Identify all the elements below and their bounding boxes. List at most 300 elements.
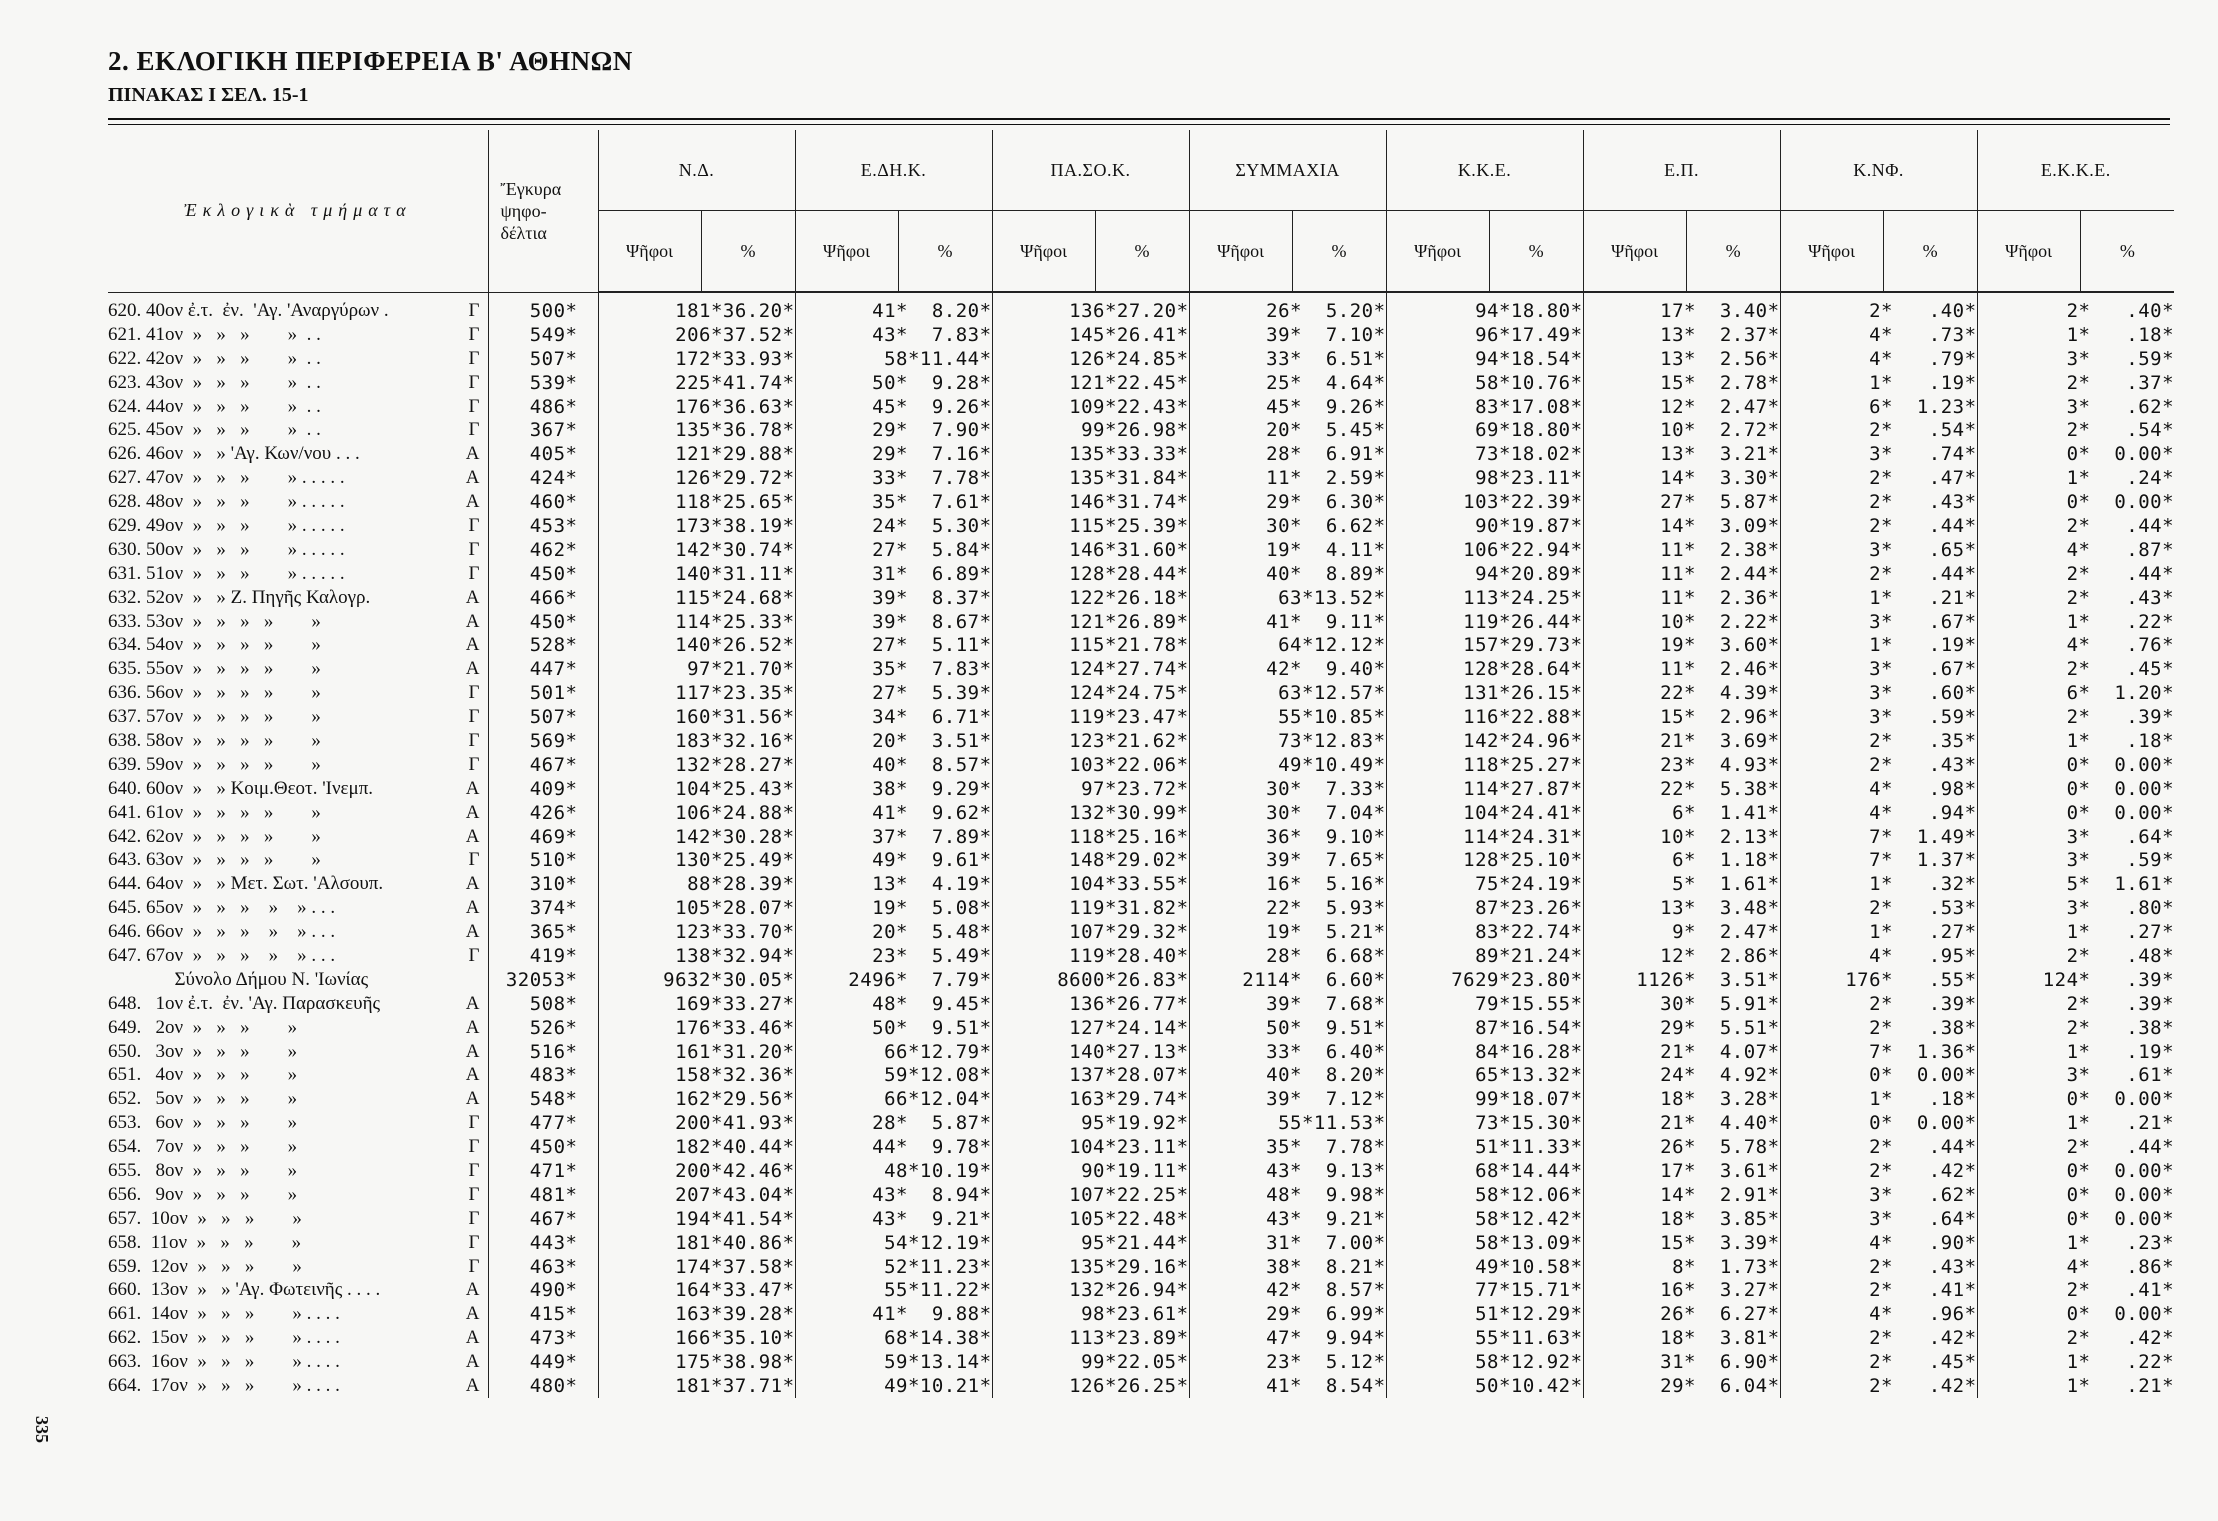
party-result-cell: 4* .90* bbox=[1780, 1231, 1977, 1255]
party-result-cell: 9632*30.05* bbox=[598, 968, 795, 992]
votes-subheader: Ψῆφοι bbox=[598, 211, 701, 293]
party-result-cell: 27* 5.39* bbox=[795, 681, 992, 705]
party-result-cell: 2* .38* bbox=[1780, 1016, 1977, 1040]
party-result-cell: 164*33.47* bbox=[598, 1279, 795, 1303]
party-result-cell: 58*13.09* bbox=[1386, 1231, 1583, 1255]
party-result-cell: 118*25.27* bbox=[1386, 753, 1583, 777]
party-result-cell: 181*37.71* bbox=[598, 1374, 795, 1398]
party-result-cell: 104*24.41* bbox=[1386, 801, 1583, 825]
section-type: Γ bbox=[468, 562, 480, 584]
party-result-cell: 97*21.70* bbox=[598, 657, 795, 681]
party-result-cell: 50* 9.51* bbox=[1189, 1016, 1386, 1040]
section-label: Α 662. 15ον » » » » . . . . bbox=[108, 1326, 488, 1350]
party-result-cell: 2* .42* bbox=[1780, 1374, 1977, 1398]
table-row bbox=[108, 1302, 2174, 1326]
table-row bbox=[108, 1016, 2174, 1040]
table-row bbox=[108, 992, 2174, 1016]
valid-ballots-cell: 467* bbox=[488, 753, 598, 777]
valid-ballots-cell: 450* bbox=[488, 610, 598, 634]
party-result-cell: 3* .59* bbox=[1780, 705, 1977, 729]
percent-subheader: % bbox=[1292, 211, 1386, 293]
table-row bbox=[108, 1255, 2174, 1279]
party-result-cell: 87*23.26* bbox=[1386, 896, 1583, 920]
party-header-ep: Ε.Π. bbox=[1583, 130, 1780, 211]
percent-subheader: % bbox=[701, 211, 795, 293]
party-result-cell: 41* 8.54* bbox=[1189, 1374, 1386, 1398]
party-result-cell: 2* .43* bbox=[1780, 1255, 1977, 1279]
section-label: Γ 620. 40ον ἐ.τ. ἐν. 'Αγ. 'Αναργύρων . bbox=[108, 292, 488, 323]
party-result-cell: 128*25.10* bbox=[1386, 848, 1583, 872]
votes-subheader: Ψῆφοι bbox=[1386, 211, 1489, 293]
party-result-cell: 65*13.32* bbox=[1386, 1064, 1583, 1088]
party-result-cell: 28* 5.87* bbox=[795, 1111, 992, 1135]
party-result-cell: 14* 3.30* bbox=[1583, 466, 1780, 490]
party-result-cell: 11* 2.46* bbox=[1583, 657, 1780, 681]
party-result-cell: 9* 2.47* bbox=[1583, 920, 1780, 944]
party-result-cell: 44* 9.78* bbox=[795, 1135, 992, 1159]
party-result-cell: 124*27.74* bbox=[992, 657, 1189, 681]
party-result-cell: 10* 2.22* bbox=[1583, 610, 1780, 634]
party-result-cell: 2* .38* bbox=[1977, 1016, 2174, 1040]
sections-header: Ἐκλογικὰ τμήματα bbox=[108, 130, 488, 292]
party-result-cell: 24* 5.30* bbox=[795, 514, 992, 538]
party-result-cell: 43* 8.94* bbox=[795, 1183, 992, 1207]
party-result-cell: 4* .79* bbox=[1780, 347, 1977, 371]
party-result-cell: 27* 5.87* bbox=[1583, 490, 1780, 514]
party-result-cell: 59*13.14* bbox=[795, 1350, 992, 1374]
party-result-cell: 1126* 3.51* bbox=[1583, 968, 1780, 992]
section-type: Γ bbox=[468, 323, 480, 345]
valid-ballots-cell: 426* bbox=[488, 801, 598, 825]
party-result-cell: 21* 4.40* bbox=[1583, 1111, 1780, 1135]
table-row bbox=[108, 753, 2174, 777]
party-result-cell: 113*24.25* bbox=[1386, 586, 1583, 610]
party-result-cell: 121*26.89* bbox=[992, 610, 1189, 634]
party-result-cell: 29* 6.30* bbox=[1189, 490, 1386, 514]
section-type: Γ bbox=[468, 371, 480, 393]
party-result-cell: 131*26.15* bbox=[1386, 681, 1583, 705]
section-label: Α 640. 60ον » » Κοιμ.Θεοτ. 'Ινεμπ. bbox=[108, 777, 488, 801]
party-result-cell: 19* 4.11* bbox=[1189, 538, 1386, 562]
party-result-cell: 15* 3.39* bbox=[1583, 1231, 1780, 1255]
party-result-cell: 182*40.44* bbox=[598, 1135, 795, 1159]
party-result-cell: 51*11.33* bbox=[1386, 1135, 1583, 1159]
party-result-cell: 2* .35* bbox=[1780, 729, 1977, 753]
party-result-cell: 23* 5.49* bbox=[795, 944, 992, 968]
table-row bbox=[108, 395, 2174, 419]
party-result-cell: 0* 0.00* bbox=[1977, 1183, 2174, 1207]
party-result-cell: 105*28.07* bbox=[598, 896, 795, 920]
party-result-cell: 31* 6.89* bbox=[795, 562, 992, 586]
section-type: Α bbox=[465, 467, 480, 489]
party-result-cell: 30* 7.04* bbox=[1189, 801, 1386, 825]
party-result-cell: 106*22.94* bbox=[1386, 538, 1583, 562]
party-result-cell: 115*24.68* bbox=[598, 586, 795, 610]
section-type: Γ bbox=[468, 944, 480, 966]
section-label: Α 633. 53ον » » » » » bbox=[108, 610, 488, 634]
section-type: Α bbox=[465, 921, 480, 943]
party-result-cell: 104*23.11* bbox=[992, 1135, 1189, 1159]
party-result-cell: 68*14.38* bbox=[795, 1326, 992, 1350]
party-result-cell: 55*11.22* bbox=[795, 1279, 992, 1303]
party-result-cell: 89*21.24* bbox=[1386, 944, 1583, 968]
party-result-cell: 146*31.60* bbox=[992, 538, 1189, 562]
party-result-cell: 2* .41* bbox=[1977, 1279, 2174, 1303]
table-row bbox=[108, 1279, 2174, 1303]
party-result-cell: 2* .39* bbox=[1977, 992, 2174, 1016]
party-result-cell: 20* 5.48* bbox=[795, 920, 992, 944]
valid-ballots-cell: 32053* bbox=[488, 968, 598, 992]
party-result-cell: 3* .67* bbox=[1780, 610, 1977, 634]
section-type: Α bbox=[465, 586, 480, 608]
section-label: Γ 630. 50ον » » » » . . . . . bbox=[108, 538, 488, 562]
party-header-knf: Κ.ΝΦ. bbox=[1780, 130, 1977, 211]
valid-ballots-cell: 483* bbox=[488, 1064, 598, 1088]
party-result-cell: 136*26.77* bbox=[992, 992, 1189, 1016]
party-result-cell: 135*33.33* bbox=[992, 442, 1189, 466]
party-result-cell: 1* .27* bbox=[1780, 920, 1977, 944]
party-result-cell: 1* .21* bbox=[1977, 1111, 2174, 1135]
table-row bbox=[108, 1135, 2174, 1159]
percent-subheader: % bbox=[2080, 211, 2174, 293]
party-result-cell: 37* 7.89* bbox=[795, 825, 992, 849]
valid-ballots-cell: 419* bbox=[488, 944, 598, 968]
party-result-cell: 25* 4.64* bbox=[1189, 371, 1386, 395]
party-result-cell: 2* .39* bbox=[1977, 705, 2174, 729]
party-result-cell: 127*24.14* bbox=[992, 1016, 1189, 1040]
section-type: Α bbox=[465, 1303, 480, 1325]
section-type: Α bbox=[465, 1040, 480, 1062]
party-result-cell: 88*28.39* bbox=[598, 872, 795, 896]
valid-ballots-cell: 528* bbox=[488, 633, 598, 657]
table-row bbox=[108, 1183, 2174, 1207]
table-row bbox=[108, 825, 2174, 849]
header-rule-thin bbox=[108, 124, 2170, 125]
party-result-cell: 0* 0.00* bbox=[1780, 1064, 1977, 1088]
section-type: Γ bbox=[468, 1231, 480, 1253]
party-result-cell: 121*22.45* bbox=[992, 371, 1189, 395]
table-row bbox=[108, 1064, 2174, 1088]
page-number: 335 bbox=[32, 1416, 52, 1443]
section-type: Γ bbox=[468, 1136, 480, 1158]
votes-subheader: Ψῆφοι bbox=[992, 211, 1095, 293]
party-result-cell: 142*24.96* bbox=[1386, 729, 1583, 753]
party-result-cell: 140*26.52* bbox=[598, 633, 795, 657]
party-result-cell: 34* 6.71* bbox=[795, 705, 992, 729]
party-result-cell: 7* 1.49* bbox=[1780, 825, 1977, 849]
party-result-cell: 69*18.80* bbox=[1386, 418, 1583, 442]
party-result-cell: 1* .21* bbox=[1977, 1374, 2174, 1398]
party-result-cell: 63*13.52* bbox=[1189, 586, 1386, 610]
party-result-cell: 18* 3.85* bbox=[1583, 1207, 1780, 1231]
section-type: Γ bbox=[468, 1183, 480, 1205]
section-type: Α bbox=[465, 897, 480, 919]
results-table bbox=[108, 130, 2174, 1398]
section-type: Γ bbox=[468, 395, 480, 417]
party-result-cell: 8600*26.83* bbox=[992, 968, 1189, 992]
valid-ballots-cell: 507* bbox=[488, 347, 598, 371]
party-result-cell: 73*18.02* bbox=[1386, 442, 1583, 466]
party-result-cell: 13* 3.48* bbox=[1583, 896, 1780, 920]
section-type: Γ bbox=[468, 538, 480, 560]
party-result-cell: 52*11.23* bbox=[795, 1255, 992, 1279]
party-result-cell: 98*23.61* bbox=[992, 1302, 1189, 1326]
party-result-cell: 77*15.71* bbox=[1386, 1279, 1583, 1303]
party-result-cell: 51*12.29* bbox=[1386, 1302, 1583, 1326]
party-result-cell: 2* .44* bbox=[1780, 514, 1977, 538]
table-row bbox=[108, 705, 2174, 729]
party-result-cell: 10* 2.72* bbox=[1583, 418, 1780, 442]
party-result-cell: 174*37.58* bbox=[598, 1255, 795, 1279]
party-result-cell: 114*27.87* bbox=[1386, 777, 1583, 801]
party-result-cell: 124* .39* bbox=[1977, 968, 2174, 992]
party-result-cell: 104*25.43* bbox=[598, 777, 795, 801]
party-result-cell: 107*22.25* bbox=[992, 1183, 1189, 1207]
page-title: 2. ΕΚΛΟΓΙΚΗ ΠΕΡΙΦΕΡΕΙΑ Β' ΑΘΗΝΩΝ bbox=[108, 46, 633, 76]
party-result-cell: 3* .67* bbox=[1780, 657, 1977, 681]
section-type: Α bbox=[465, 491, 480, 513]
section-type: Γ bbox=[468, 706, 480, 728]
section-type: Α bbox=[465, 825, 480, 847]
party-result-cell: 173*38.19* bbox=[598, 514, 795, 538]
section-type: Α bbox=[465, 1016, 480, 1038]
valid-ballots-cell: 450* bbox=[488, 1135, 598, 1159]
party-result-cell: 99*22.05* bbox=[992, 1350, 1189, 1374]
table-row bbox=[108, 920, 2174, 944]
party-result-cell: 26* 5.78* bbox=[1583, 1135, 1780, 1159]
party-result-cell: 181*36.20* bbox=[598, 292, 795, 323]
party-result-cell: 140*27.13* bbox=[992, 1040, 1189, 1064]
party-result-cell: 2* .43* bbox=[1780, 753, 1977, 777]
party-result-cell: 21* 3.69* bbox=[1583, 729, 1780, 753]
party-result-cell: 55*10.85* bbox=[1189, 705, 1386, 729]
party-result-cell: 0* 0.00* bbox=[1977, 777, 2174, 801]
valid-ballots-cell: 473* bbox=[488, 1326, 598, 1350]
party-result-cell: 135*29.16* bbox=[992, 1255, 1189, 1279]
table-row bbox=[108, 944, 2174, 968]
party-result-cell: 3* .80* bbox=[1977, 896, 2174, 920]
party-result-cell: 18* 3.81* bbox=[1583, 1326, 1780, 1350]
table-row bbox=[108, 657, 2174, 681]
party-result-cell: 11* 2.44* bbox=[1583, 562, 1780, 586]
party-result-cell: 1* .23* bbox=[1977, 1231, 2174, 1255]
party-result-cell: 20* 5.45* bbox=[1189, 418, 1386, 442]
party-result-cell: 2* .42* bbox=[1780, 1159, 1977, 1183]
party-result-cell: 29* 6.99* bbox=[1189, 1302, 1386, 1326]
table-row bbox=[108, 538, 2174, 562]
party-result-cell: 145*26.41* bbox=[992, 323, 1189, 347]
party-result-cell: 79*15.55* bbox=[1386, 992, 1583, 1016]
party-result-cell: 29* 7.16* bbox=[795, 442, 992, 466]
section-label: Α 650. 3ον » » » » bbox=[108, 1040, 488, 1064]
table-row bbox=[108, 610, 2174, 634]
party-result-cell: 38* 8.21* bbox=[1189, 1255, 1386, 1279]
party-result-cell: 119*28.40* bbox=[992, 944, 1189, 968]
table-row bbox=[108, 1231, 2174, 1255]
party-result-cell: 59*12.08* bbox=[795, 1064, 992, 1088]
party-result-cell: 13* 2.56* bbox=[1583, 347, 1780, 371]
party-result-cell: 10* 2.13* bbox=[1583, 825, 1780, 849]
party-result-cell: 115*25.39* bbox=[992, 514, 1189, 538]
party-result-cell: 2* .42* bbox=[1780, 1326, 1977, 1350]
party-result-cell: 1* .18* bbox=[1977, 323, 2174, 347]
table-row bbox=[108, 292, 2174, 323]
party-result-cell: 4* .76* bbox=[1977, 633, 2174, 657]
valid-ballots-cell: 449* bbox=[488, 1350, 598, 1374]
section-label: Γ 653. 6ον » » » » bbox=[108, 1111, 488, 1135]
section-type: Γ bbox=[468, 753, 480, 775]
valid-ballots-cell: 443* bbox=[488, 1231, 598, 1255]
party-result-cell: 128*28.64* bbox=[1386, 657, 1583, 681]
party-result-cell: 2* .44* bbox=[1780, 1135, 1977, 1159]
party-result-cell: 27* 5.84* bbox=[795, 538, 992, 562]
party-result-cell: 122*26.18* bbox=[992, 586, 1189, 610]
party-result-cell: 172*33.93* bbox=[598, 347, 795, 371]
party-result-cell: 5* 1.61* bbox=[1977, 872, 2174, 896]
party-result-cell: 55*11.63* bbox=[1386, 1326, 1583, 1350]
party-result-cell: 2* .44* bbox=[1977, 1135, 2174, 1159]
party-result-cell: 2* .37* bbox=[1977, 371, 2174, 395]
party-result-cell: 1* .22* bbox=[1977, 1350, 2174, 1374]
party-result-cell: 2114* 6.60* bbox=[1189, 968, 1386, 992]
party-result-cell: 14* 2.91* bbox=[1583, 1183, 1780, 1207]
section-label: Σύνολο Δήμου Ν. 'Ιωνίας bbox=[108, 968, 369, 990]
party-result-cell: 40* 8.20* bbox=[1189, 1064, 1386, 1088]
party-result-cell: 96*17.49* bbox=[1386, 323, 1583, 347]
party-result-cell: 68*14.44* bbox=[1386, 1159, 1583, 1183]
party-result-cell: 123*33.70* bbox=[598, 920, 795, 944]
party-result-cell: 137*28.07* bbox=[992, 1064, 1189, 1088]
party-result-cell: 28* 6.68* bbox=[1189, 944, 1386, 968]
table-row bbox=[108, 681, 2174, 705]
party-result-cell: 0* 0.00* bbox=[1780, 1111, 1977, 1135]
party-result-cell: 14* 3.09* bbox=[1583, 514, 1780, 538]
party-result-cell: 0* 0.00* bbox=[1977, 753, 2174, 777]
table-row bbox=[108, 418, 2174, 442]
party-result-cell: 1* .19* bbox=[1780, 633, 1977, 657]
party-result-cell: 3* .65* bbox=[1780, 538, 1977, 562]
party-result-cell: 166*35.10* bbox=[598, 1326, 795, 1350]
party-result-cell: 23* 4.93* bbox=[1583, 753, 1780, 777]
valid-ballots-cell: 486* bbox=[488, 395, 598, 419]
party-result-cell: 118*25.16* bbox=[992, 825, 1189, 849]
party-result-cell: 39* 8.67* bbox=[795, 610, 992, 634]
party-result-cell: 207*43.04* bbox=[598, 1183, 795, 1207]
party-result-cell: 136*27.20* bbox=[992, 292, 1189, 323]
section-type: Α bbox=[465, 658, 480, 680]
valid-ballots-cell: 310* bbox=[488, 872, 598, 896]
section-type: Α bbox=[465, 443, 480, 465]
party-result-cell: 58*10.76* bbox=[1386, 371, 1583, 395]
table-row bbox=[108, 1207, 2174, 1231]
party-result-cell: 132*30.99* bbox=[992, 801, 1189, 825]
party-result-cell: 160*31.56* bbox=[598, 705, 795, 729]
party-result-cell: 43* 9.13* bbox=[1189, 1159, 1386, 1183]
party-result-cell: 2* .54* bbox=[1977, 418, 2174, 442]
party-result-cell: 39* 7.68* bbox=[1189, 992, 1386, 1016]
party-result-cell: 135*36.78* bbox=[598, 418, 795, 442]
valid-ballots-cell: 548* bbox=[488, 1087, 598, 1111]
section-type: Γ bbox=[468, 682, 480, 704]
party-result-cell: 95*19.92* bbox=[992, 1111, 1189, 1135]
party-result-cell: 2* .48* bbox=[1977, 944, 2174, 968]
party-result-cell: 41* 9.62* bbox=[795, 801, 992, 825]
section-label: Γ 657. 10ον » » » » bbox=[108, 1207, 488, 1231]
party-result-cell: 90*19.11* bbox=[992, 1159, 1189, 1183]
party-result-cell: 1* .22* bbox=[1977, 610, 2174, 634]
party-result-cell: 3* .74* bbox=[1780, 442, 1977, 466]
party-result-cell: 2* .54* bbox=[1780, 418, 1977, 442]
section-type: Γ bbox=[468, 849, 480, 871]
party-result-cell: 126*24.85* bbox=[992, 347, 1189, 371]
party-result-cell: 12* 2.47* bbox=[1583, 395, 1780, 419]
party-result-cell: 15* 2.96* bbox=[1583, 705, 1780, 729]
valid-ballots-cell: 477* bbox=[488, 1111, 598, 1135]
party-result-cell: 97*23.72* bbox=[992, 777, 1189, 801]
section-label: Α 628. 48ον » » » » . . . . . bbox=[108, 490, 488, 514]
party-result-cell: 183*32.16* bbox=[598, 729, 795, 753]
valid-ballots-cell: 569* bbox=[488, 729, 598, 753]
party-result-cell: 0* 0.00* bbox=[1977, 1159, 2174, 1183]
party-result-cell: 194*41.54* bbox=[598, 1207, 795, 1231]
section-label: Γ 659. 12ον » » » » bbox=[108, 1255, 488, 1279]
section-label: Α 661. 14ον » » » » . . . . bbox=[108, 1302, 488, 1326]
table-row bbox=[108, 1159, 2174, 1183]
section-label: Γ 621. 41ον » » » » . . bbox=[108, 323, 488, 347]
party-result-cell: 64*12.12* bbox=[1189, 633, 1386, 657]
valid-ballots-cell: 365* bbox=[488, 920, 598, 944]
party-result-cell: 175*38.98* bbox=[598, 1350, 795, 1374]
party-result-cell: 126*26.25* bbox=[992, 1374, 1189, 1398]
party-result-cell: 99*26.98* bbox=[992, 418, 1189, 442]
votes-subheader: Ψῆφοι bbox=[1977, 211, 2080, 293]
party-result-cell: 2* .39* bbox=[1780, 992, 1977, 1016]
valid-ballots-cell: 516* bbox=[488, 1040, 598, 1064]
party-result-cell: 3* .59* bbox=[1977, 848, 2174, 872]
party-result-cell: 66*12.79* bbox=[795, 1040, 992, 1064]
party-result-cell: 2* .53* bbox=[1780, 896, 1977, 920]
section-label: Α 644. 64ον » » Μετ. Σωτ. 'Αλσουπ. bbox=[108, 872, 488, 896]
party-result-cell: 119*31.82* bbox=[992, 896, 1189, 920]
table-row bbox=[108, 466, 2174, 490]
valid-ballots-cell: 463* bbox=[488, 1255, 598, 1279]
party-result-cell: 0* 0.00* bbox=[1977, 490, 2174, 514]
section-type: Α bbox=[465, 1351, 480, 1373]
party-result-cell: 58*11.44* bbox=[795, 347, 992, 371]
party-result-cell: 1* .19* bbox=[1977, 1040, 2174, 1064]
party-result-cell: 41* 9.11* bbox=[1189, 610, 1386, 634]
party-result-cell: 4* .95* bbox=[1780, 944, 1977, 968]
section-label: Γ 624. 44ον » » » » . . bbox=[108, 395, 488, 419]
percent-subheader: % bbox=[1883, 211, 1977, 293]
party-result-cell: 50* 9.28* bbox=[795, 371, 992, 395]
section-label: Α 663. 16ον » » » » . . . . bbox=[108, 1350, 488, 1374]
header-rule bbox=[108, 118, 2170, 120]
section-label: Γ 623. 43ον » » » » . . bbox=[108, 371, 488, 395]
party-result-cell: 41* 8.20* bbox=[795, 292, 992, 323]
valid-ballots-cell: 508* bbox=[488, 992, 598, 1016]
valid-ballots-cell: 471* bbox=[488, 1159, 598, 1183]
party-result-cell: 55*11.53* bbox=[1189, 1111, 1386, 1135]
section-type: Α bbox=[465, 801, 480, 823]
section-label: Γ 639. 59ον » » » » » bbox=[108, 753, 488, 777]
table-row bbox=[108, 777, 2174, 801]
party-result-cell: 29* 5.51* bbox=[1583, 1016, 1780, 1040]
party-result-cell: 2* .41* bbox=[1780, 1279, 1977, 1303]
valid-ballots-cell: 539* bbox=[488, 371, 598, 395]
party-result-cell: 58*12.42* bbox=[1386, 1207, 1583, 1231]
valid-ballots-cell: 507* bbox=[488, 705, 598, 729]
